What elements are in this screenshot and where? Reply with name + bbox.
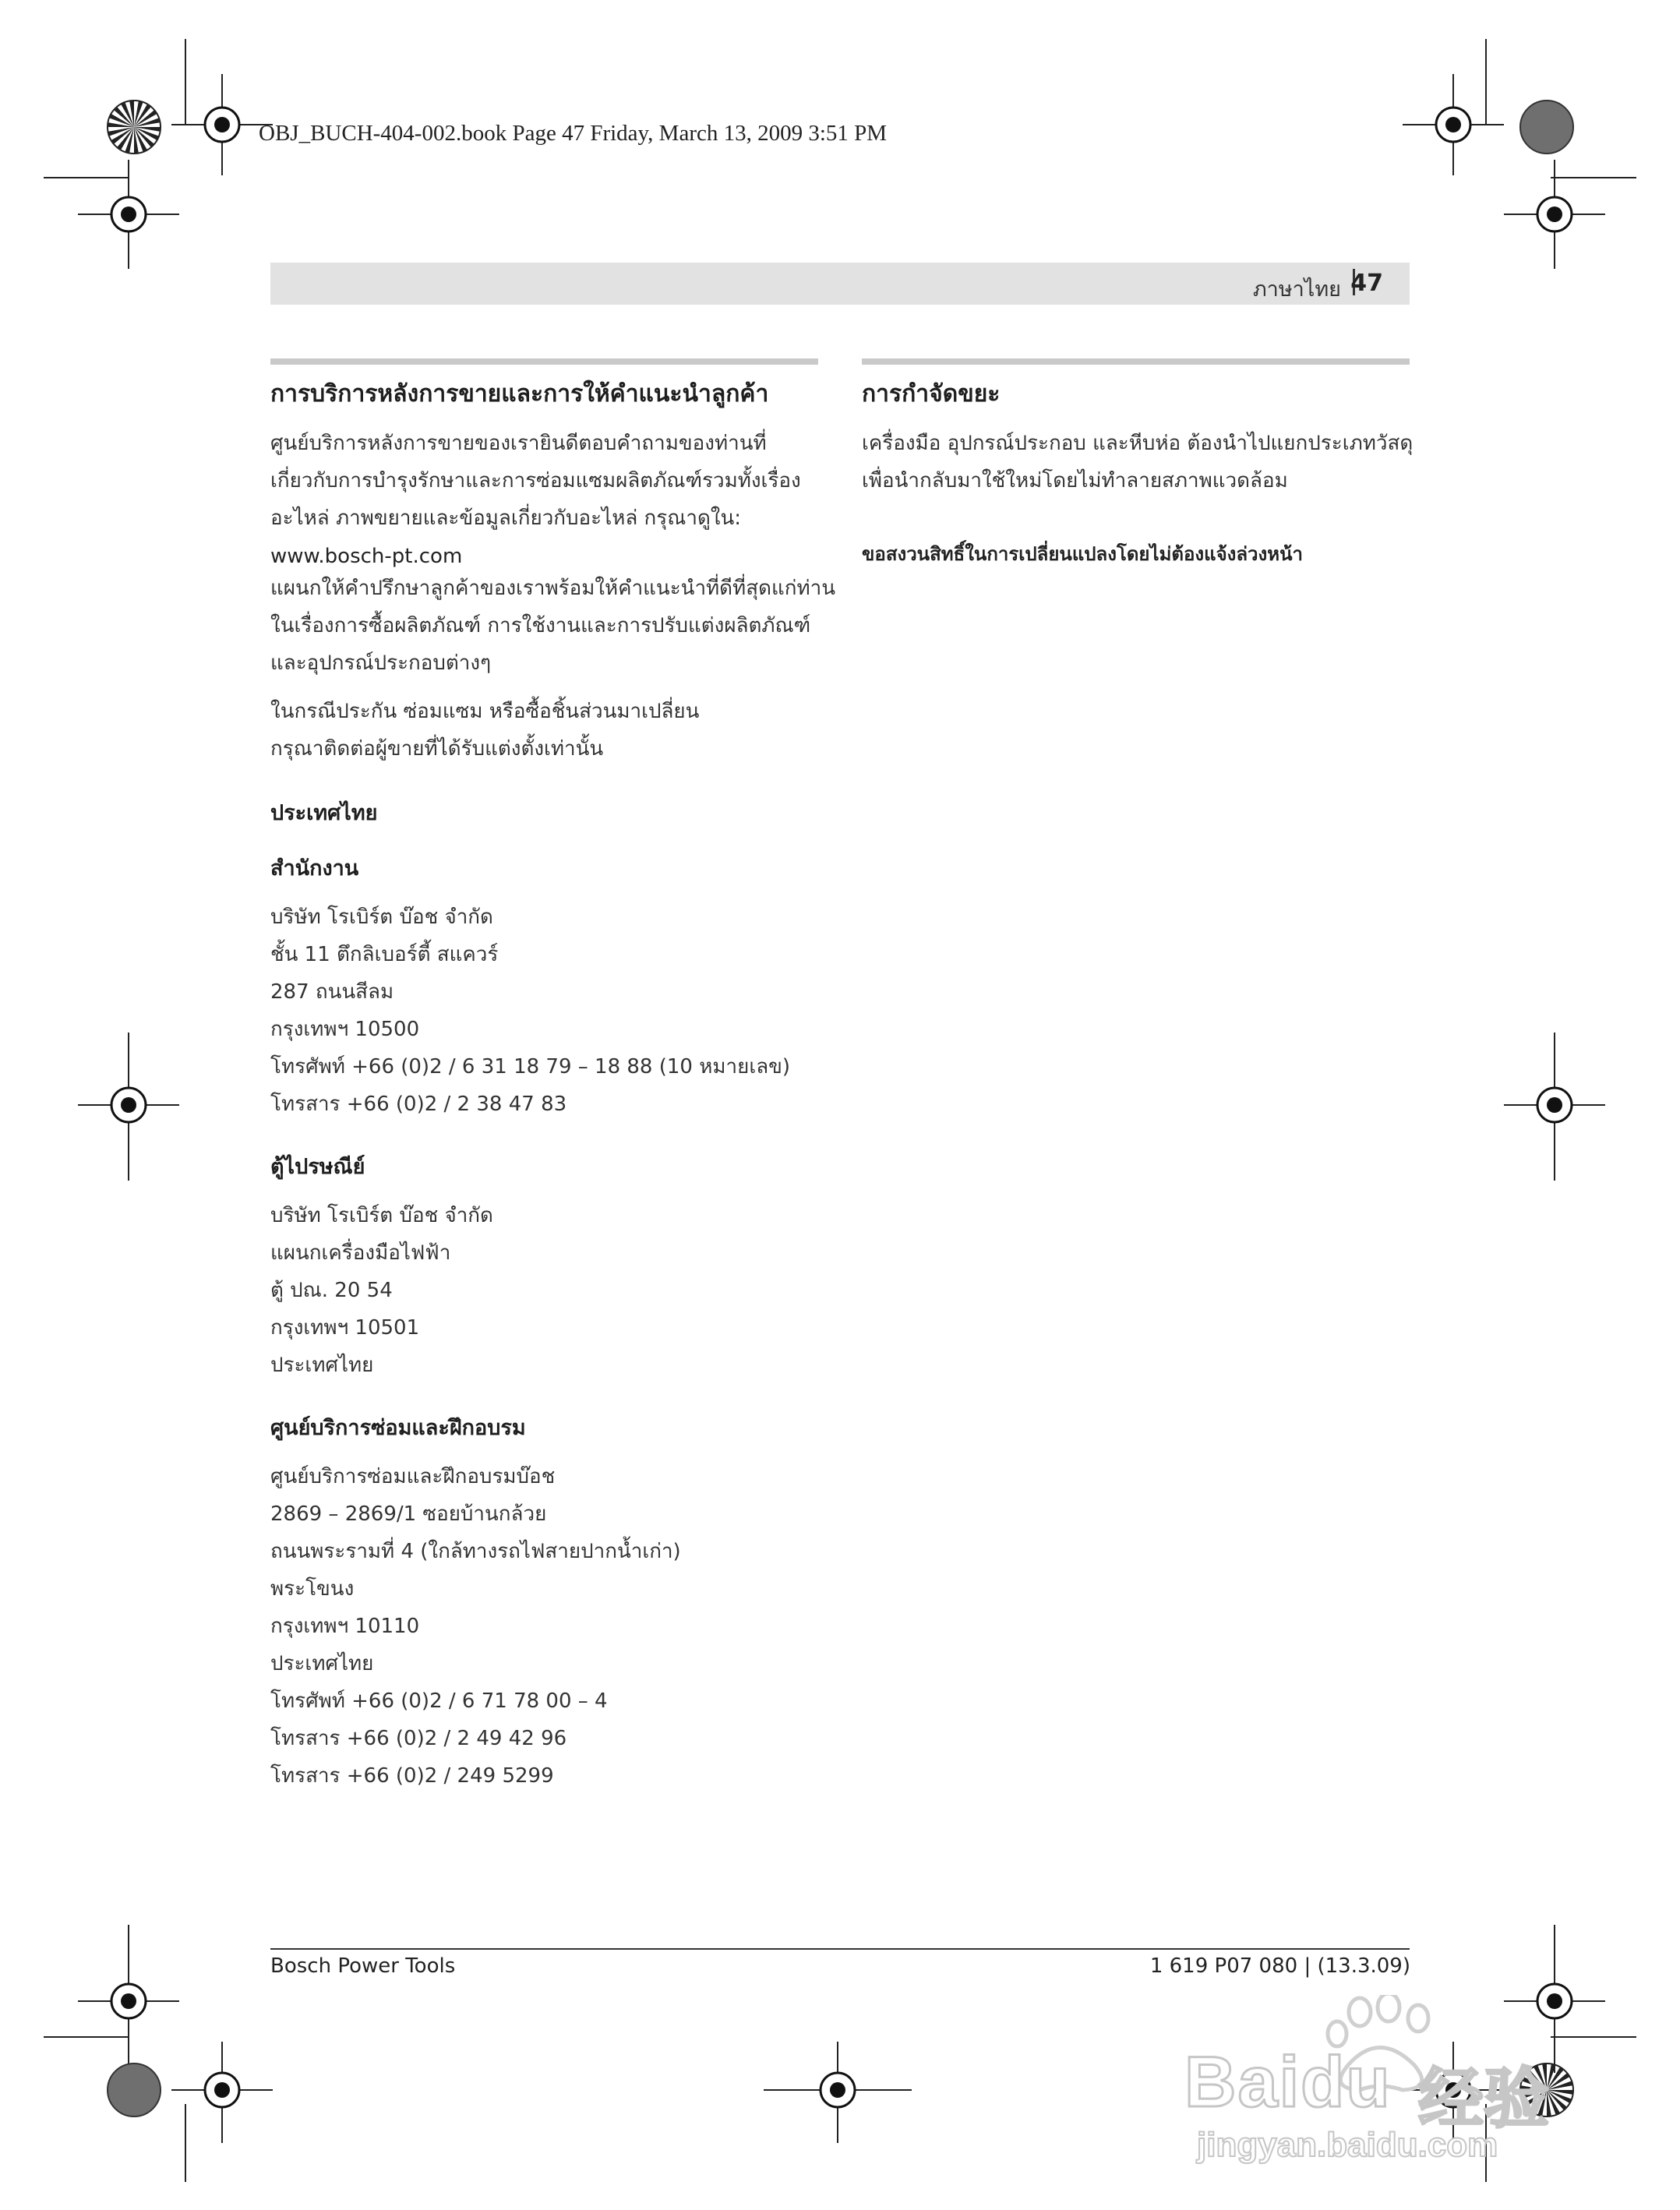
office-address [270, 898, 818, 1123]
watermark-brand: Baidu [1184, 2042, 1392, 2122]
text-line: และอุปกรณ์ประกอบต่างๆ [270, 651, 492, 675]
text-line: กรุณาติดต่อผู้ขายที่ได้รับแต่งตั้งเท่านั้น [270, 737, 604, 761]
address-line: ชั้น 11 ตึกลิเบอร์ตี้ สแควร์ [270, 943, 499, 966]
office-heading: สำนักงาน [270, 856, 359, 881]
address-line: ถนนพระรามที่ 4 (ใกล้ทางรถไฟสายปากน้ำเก่า) [270, 1540, 681, 1563]
address-line: บริษัท โรเบิร์ต บ๊อช จำกัด [270, 906, 493, 929]
address-line: 287 ถนนสีลม [270, 980, 394, 1004]
header-language: ภาษาไทย [1252, 277, 1341, 302]
address-line: กรุงเทพฯ 10500 [270, 1018, 420, 1041]
right-column [862, 358, 1414, 569]
footer-rule [270, 1948, 1410, 1950]
phone-line: โทรศัพท์ +66 (0)2 / 6 71 78 00 – 4 [270, 1689, 608, 1713]
footer-brand: Bosch Power Tools [270, 1954, 456, 1978]
address-line: กรุงเทพฯ 10110 [270, 1615, 420, 1638]
address-line: กรุงเทพฯ 10501 [270, 1316, 420, 1340]
address-line: แผนกเครื่องมือไฟฟ้า [270, 1241, 451, 1265]
address-line: ประเทศไทย [270, 1652, 374, 1675]
advice-paragraph [270, 570, 835, 682]
crosshair-bottom-left [171, 2042, 273, 2143]
fax-line: โทรสาร +66 (0)2 / 2 49 42 96 [270, 1727, 567, 1750]
country-heading: ประเทศไทย [270, 801, 378, 825]
pobox-address [270, 1197, 818, 1384]
bosch-website-link[interactable]: www.bosch-pt.com [270, 545, 463, 568]
crosshair-right-middle [1504, 1033, 1605, 1181]
crosshair-top-left [171, 74, 273, 175]
crosshair-right-upper [1504, 160, 1605, 269]
disposal-paragraph [862, 425, 1414, 500]
service-center-heading: ศูนย์บริการซ่อมและฝึกอบรม [270, 1416, 526, 1440]
crosshair-top-right [1403, 74, 1504, 175]
fax-line: โทรสาร +66 (0)2 / 249 5299 [270, 1764, 554, 1788]
service-section-title: การบริการหลังการขายและการให้คำแนะนำลูกค้า [270, 380, 769, 408]
service-center-address [270, 1458, 818, 1795]
rights-reserved-notice: ขอสงวนสิทธิ์ในการเปลี่ยนแปลงโดยไม่ต้องแจ้งล่วงหน้า [862, 543, 1303, 565]
address-line: พระโขนง [270, 1577, 355, 1601]
section-rule [862, 358, 1410, 365]
crosshair-left-middle [78, 1033, 179, 1181]
crosshair-left-lower [78, 1925, 179, 2073]
page-number: 47 [1350, 270, 1383, 297]
address-line: ประเทศไทย [270, 1354, 374, 1377]
text-line: แผนกให้คำปรึกษาลูกค้าของเราพร้อมให้คำแนะนำที่ดีที่สุดแก่ท่าน [270, 577, 835, 600]
running-header [270, 263, 1410, 305]
address-line: บริษัท โรเบิร์ต บ๊อช จำกัด [270, 1204, 493, 1227]
address-line: 2869 – 2869/1 ซอยบ้านกล้วย [270, 1502, 547, 1526]
watermark-url: jingyan.baidu.com [1197, 2126, 1498, 2164]
service-intro [270, 425, 818, 537]
disposal-section-title: การกำจัดขยะ [862, 380, 1001, 408]
address-line: ศูนย์บริการซ่อมและฝึกอบรมบ๊อช [270, 1465, 556, 1488]
density-disc-top-right [1520, 101, 1573, 154]
crosshair-bottom-center [764, 2042, 912, 2143]
text-line: อะไหล่ ภาพขยายและข้อมูลเกี่ยวกับอะไหล่ กรุณาดูใน: [270, 507, 742, 530]
text-line: เกี่ยวกับการบำรุงรักษาและการซ่อมแซมผลิตภัณฑ์รวมทั้งเรื่อง [270, 469, 801, 492]
baidu-watermark [1184, 1995, 1590, 2174]
left-column [270, 358, 835, 1795]
text-line: เครื่องมือ อุปกรณ์ประกอบ และหีบห่อ ต้องนำไปแยกประเภทวัสดุ [862, 432, 1414, 455]
crosshair-left-upper [78, 160, 179, 269]
footer-doc-number: 1 619 P07 080 | (13.3.09) [1149, 1954, 1410, 1978]
text-line: ในกรณีประกัน ซ่อมแซม หรือซื้อชิ้นส่วนมาเปลี่ยน [270, 700, 700, 723]
phone-line: โทรศัพท์ +66 (0)2 / 6 31 18 79 – 18 88 (10 หมายเลข) [270, 1055, 791, 1079]
section-rule [270, 358, 818, 365]
fax-line: โทรสาร +66 (0)2 / 2 38 47 83 [270, 1093, 567, 1116]
starburst-target-top-left [108, 101, 161, 154]
text-line: เพื่อนำกลับมาใช้ใหม่โดยไม่ทำลายสภาพแวดล้อม [862, 469, 1288, 492]
text-line: ในเรื่องการซื้อผลิตภัณฑ์ การใช้งานและการปรับแต่งผลิตภัณฑ์ [270, 614, 811, 637]
density-disc-bottom-left [108, 2063, 161, 2116]
printer-slug-line: OBJ_BUCH-404-002.book Page 47 Friday, March 13, 2009 3:51 PM [259, 121, 888, 146]
warranty-paragraph [270, 693, 818, 768]
address-line: ตู้ ปณ. 20 54 [270, 1279, 393, 1302]
pobox-heading: ตู้ไปรษณีย์ [270, 1155, 365, 1179]
watermark-brand-cn: 经验 [1418, 2060, 1550, 2137]
text-line: ศูนย์บริการหลังการขายของเรายินดีตอบคำถามของท่านที่ [270, 432, 767, 455]
